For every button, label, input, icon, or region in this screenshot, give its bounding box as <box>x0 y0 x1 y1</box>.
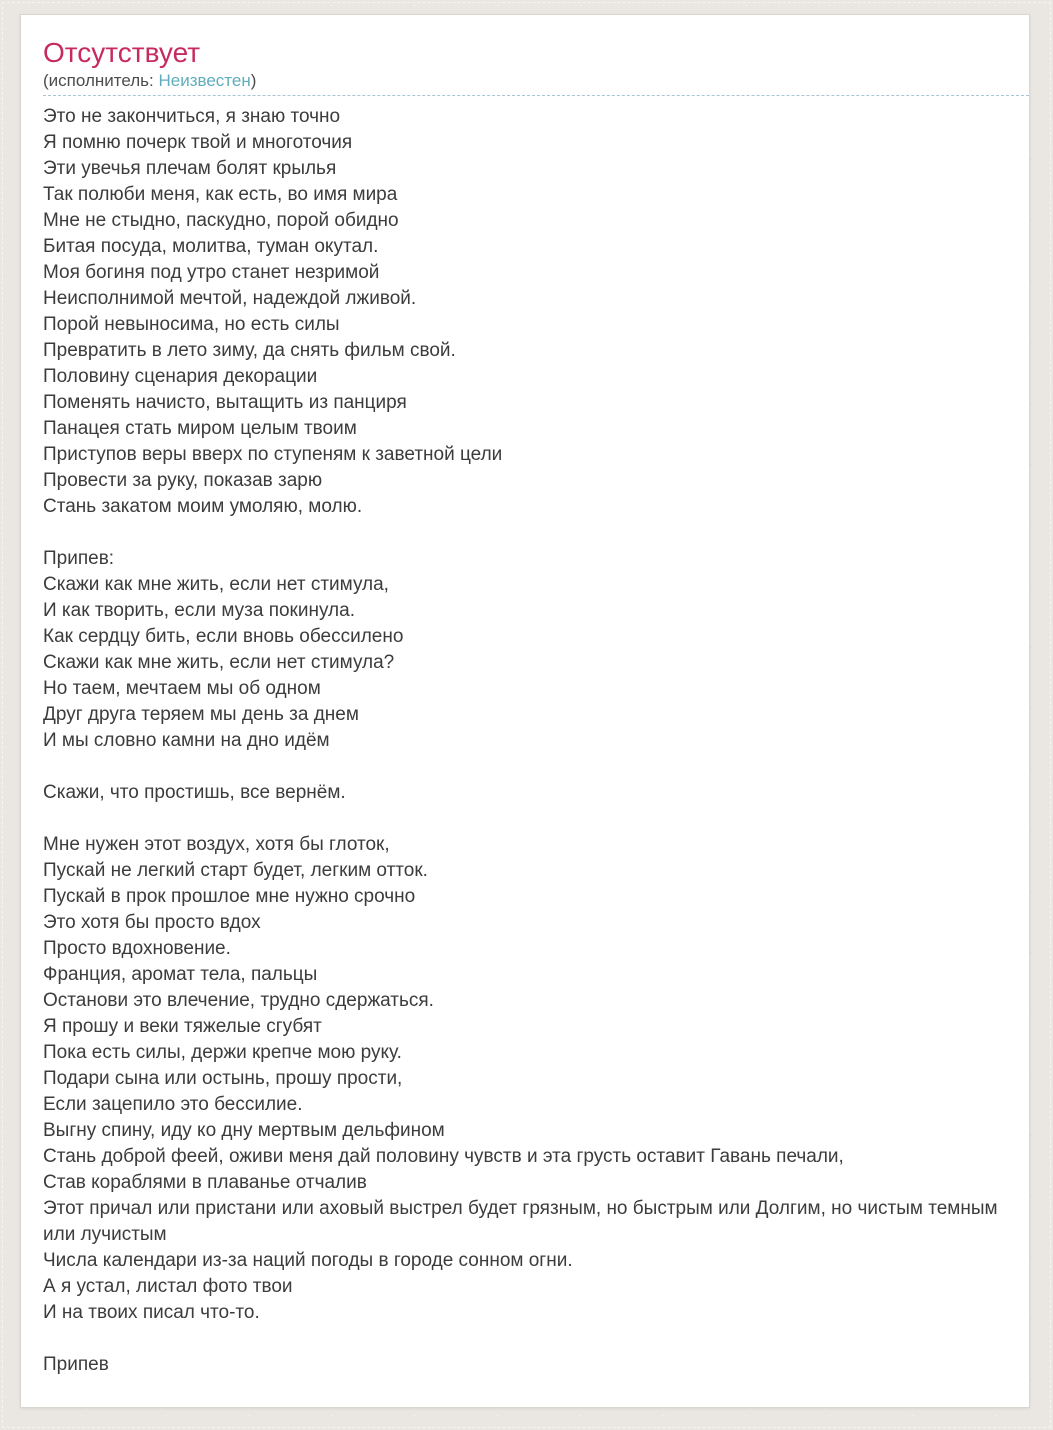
artist-label-prefix: (исполнитель: <box>43 71 159 90</box>
lyric-line: Поменять начисто, вытащить из панциря <box>43 392 407 413</box>
lyric-line: Пока есть силы, держи крепче мою руку. <box>43 1042 402 1063</box>
lyric-line: Подари сына или остынь, прошу прости, <box>43 1068 403 1089</box>
lyric-line: Этот причал или пристани или аховый выстрел будет грязным, но быстрым или Долгим, но чистым темным или лучистым <box>43 1198 998 1245</box>
lyric-line: Скажи, что простишь, все вернём. <box>43 782 346 803</box>
lyric-line: Я прошу и веки тяжелые сгубят <box>43 1016 322 1037</box>
artist-label-suffix: ) <box>250 71 257 90</box>
lyric-line: Пускай в прок прошлое мне нужно срочно <box>43 886 416 907</box>
lyric-line: Половину сценария декорации <box>43 366 318 387</box>
lyric-line: И как творить, если муза покинула. <box>43 600 355 621</box>
lyric-line: Так полюби меня, как есть, во имя мира <box>43 184 398 205</box>
song-title: Отсутствует <box>43 37 201 68</box>
lyric-line: Неисполнимой мечтой, надеждой лживой. <box>43 288 417 309</box>
lyric-line: Франция, аромат тела, пальцы <box>43 964 318 985</box>
lyric-line: Стань закатом моим умоляю, молю. <box>43 496 363 517</box>
lyric-line: Панацея стать миром целым твоим <box>43 418 357 439</box>
lyric-line: Мне не стыдно, паскудно, порой обидно <box>43 210 399 231</box>
lyric-line: Выгну спину, иду ко дну мертвым дельфином <box>43 1120 445 1141</box>
lyric-line: Я помню почерк твой и многоточия <box>43 132 353 153</box>
lyric-line: Порой невыносима, но есть силы <box>43 314 340 335</box>
lyrics-card <box>20 14 1030 1408</box>
lyric-line: Эти увечья плечам болят крылья <box>43 158 337 179</box>
lyric-line: Друг друга теряем мы день за днем <box>43 704 359 725</box>
lyric-line: Припев <box>43 1354 109 1375</box>
lyric-line: А я устал, листал фото твои <box>43 1276 293 1297</box>
lyric-line: Став кораблями в плаванье отчалив <box>43 1172 367 1193</box>
lyric-line: Но таем, мечтаем мы об одном <box>43 678 321 699</box>
artist-link[interactable]: Неизвестен <box>158 71 251 90</box>
lyric-line: Как сердцу бить, если вновь обессилено <box>43 626 404 647</box>
lyric-line: Числа календари из-за наций погоды в городе сонном огни. <box>43 1250 573 1271</box>
song-header <box>43 37 1029 96</box>
lyric-line: Просто вдохновение. <box>43 938 231 959</box>
lyric-line: Провести за руку, показав зарю <box>43 470 323 491</box>
lyric-line: Это не закончиться, я знаю точно <box>43 106 341 127</box>
lyric-line: Это хотя бы просто вдох <box>43 912 261 933</box>
artist-line <box>43 71 1029 91</box>
lyric-line: Стань доброй феей, оживи меня дай половину чувств и эта грусть оставит Гавань печали, <box>43 1146 844 1167</box>
lyric-line: И на твоих писал что-то. <box>43 1302 260 1323</box>
lyric-line <box>43 1326 1029 1352</box>
lyric-line <box>43 806 1029 832</box>
lyric-line: Припев: <box>43 548 115 569</box>
lyric-line: Останови это влечение, трудно сдержаться. <box>43 990 434 1011</box>
lyric-line: Моя богиня под утро станет незримой <box>43 262 380 283</box>
lyric-line: Пускай не легкий старт будет, легким отток. <box>43 860 428 881</box>
lyric-line: Битая посуда, молитва, туман окутал. <box>43 236 379 257</box>
lyric-line: Превратить в лето зиму, да снять фильм свой. <box>43 340 456 361</box>
lyric-line: Если зацепило это бессилие. <box>43 1094 303 1115</box>
lyrics-text <box>43 104 1029 1378</box>
lyric-line: Скажи как мне жить, если нет стимула, <box>43 574 389 595</box>
lyric-line: И мы словно камни на дно идём <box>43 730 330 751</box>
lyric-line <box>43 754 1029 780</box>
lyric-line <box>43 520 1029 546</box>
lyric-line: Приступов веры вверх по ступеням к заветной цели <box>43 444 503 465</box>
lyric-line: Скажи как мне жить, если нет стимула? <box>43 652 395 673</box>
lyric-line: Мне нужен этот воздух, хотя бы глоток, <box>43 834 390 855</box>
